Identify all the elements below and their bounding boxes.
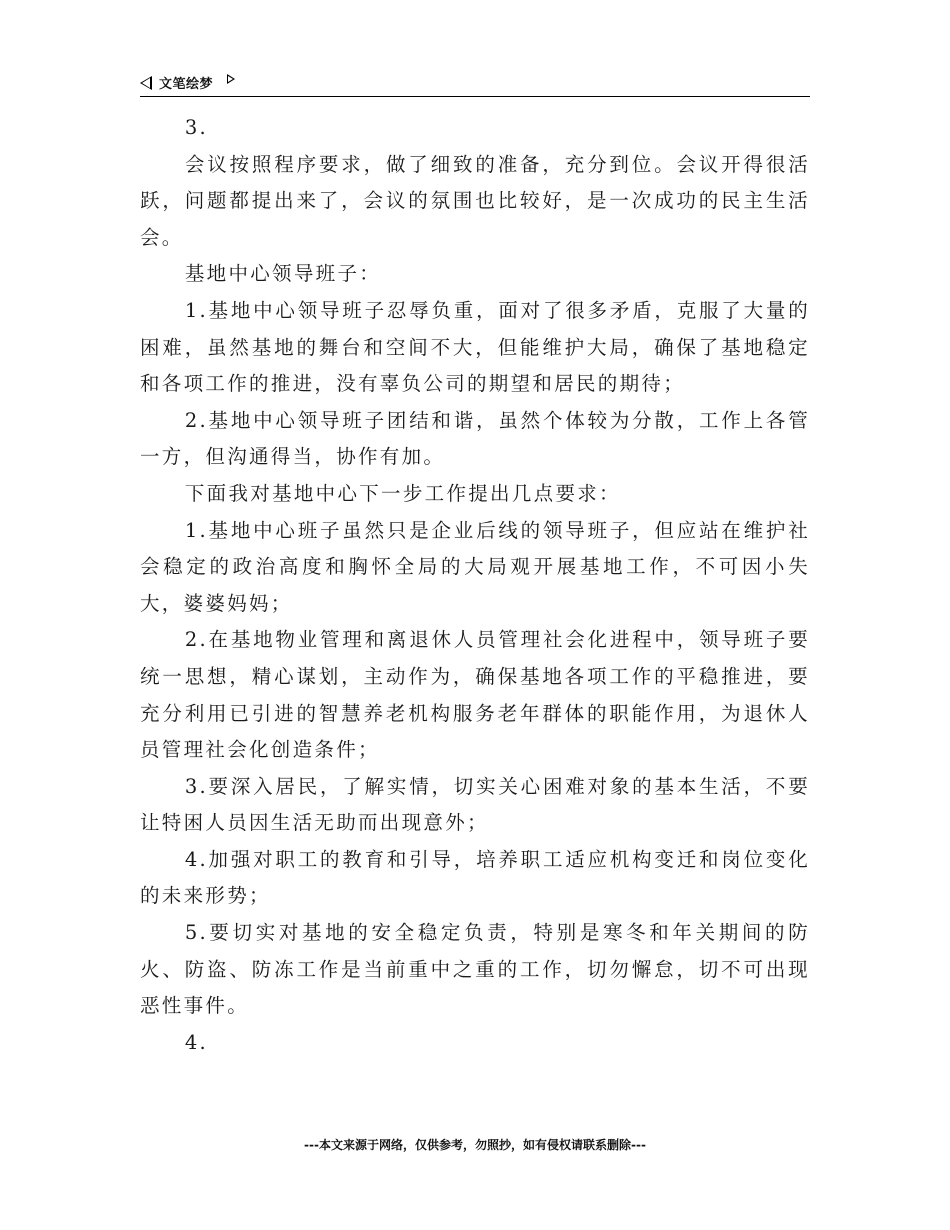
list-item: 3.要深入居民，了解实情，切实关心困难对象的基本生活，不要让特困人员因生活无助而出现意外；: [140, 774, 810, 835]
triangle-left-icon: [140, 76, 152, 90]
document-body: [140, 110, 810, 1061]
page-footer: ---本文来源于网络，仅供参考，勿照抄，如有侵权请联系删除---: [304, 1138, 646, 1152]
list-item: 1.基地中心班子虽然只是企业后线的领导班子，但应站在维护社会稳定的政治高度和胸怀全局的大局观开展基地工作，不可因小失大，婆婆妈妈；: [140, 518, 810, 615]
paragraph: 基地中心领导班子：: [184, 262, 382, 286]
paragraph: 下面我对基地中心下一步工作提出几点要求：: [184, 481, 621, 505]
paragraph: 会议按照程序要求，做了细致的准备，充分到位。会议开得很活跃，问题都提出来了，会议的氛围也比较好，是一次成功的民主生活会。: [140, 152, 810, 249]
list-item: 2.基地中心领导班子团结和谐，虽然个体较为分散，工作上各管一方，但沟通得当，协作有加。: [140, 408, 810, 469]
page-header: [140, 72, 810, 97]
triangle-right-icon: [227, 74, 235, 84]
list-item: 2.在基地物业管理和离退休人员管理社会化进程中，领导班子要统一思想，精心谋划，主动作为，确保基地各项工作的平稳推进，要充分利用已引进的智慧养老机构服务老年群体的职能作用，为退休人员管理社会化创造条件；: [140, 628, 810, 762]
list-item: 4.加强对职工的教育和引导，培养职工适应机构变迁和岗位变化的未来形势；: [140, 847, 810, 908]
list-item: 1.基地中心领导班子忍辱负重，面对了很多矛盾，克服了大量的困难，虽然基地的舞台和空间不大，但能维护大局，确保了基地稳定和各项工作的推进，没有辜负公司的期望和居民的期待；: [140, 298, 810, 396]
header-brand: 文笔绘梦: [159, 77, 214, 92]
list-item: 5.要切实对基地的安全稳定负责，特别是寒冬和年关期间的防火、防盗、防冻工作是当前重中之重的工作，切勿懈怠，切不可出现恶性事件。: [140, 921, 810, 1018]
section-number-3: 3.: [184, 116, 209, 139]
section-number-4: 4.: [184, 1030, 209, 1054]
